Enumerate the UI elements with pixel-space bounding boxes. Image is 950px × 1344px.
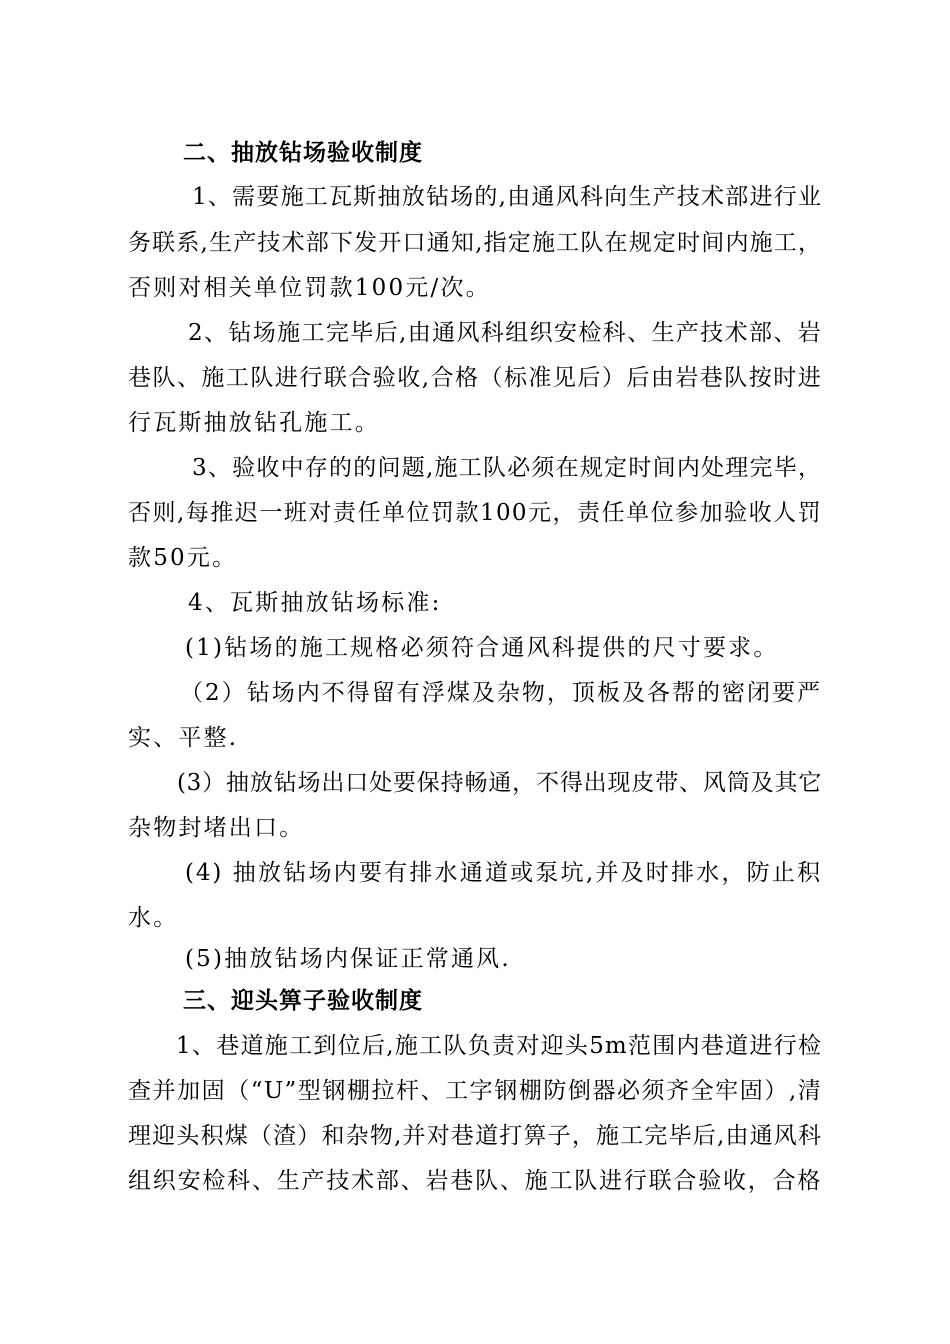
paragraph-line: 否则,每推迟一班对责任单位罚款100元，责任单位参加验收人罚 — [128, 500, 822, 526]
standard-item-2-cont: 实、平整. — [128, 725, 239, 751]
paragraph-line: 4、瓦斯抽放钻场标准: — [188, 590, 442, 616]
standard-item-3: (3）抽放钻场出口处要保持畅通，不得出现皮带、风筒及其它 — [177, 770, 822, 796]
section-3-title: 三、迎头箅子验收制度 — [183, 987, 423, 1014]
paragraph-line: 巷队、施工队进行联合验收,合格（标准见后）后由岩巷队按时进 — [128, 365, 822, 391]
paragraph-line: 务联系,生产技术部下发开口通知,指定施工队在规定时间内施工， — [128, 230, 822, 256]
standard-item-4: (4) 抽放钻场内要有排水通道或泵坑,并及时排水，防止积 — [185, 860, 822, 886]
paragraph-line: 否则对相关单位罚款100元/次。 — [128, 275, 491, 301]
paragraph-line: 1、需要施工瓦斯抽放钻场的,由通风科向生产技术部进行业 — [192, 184, 822, 210]
paragraph-line: 行瓦斯抽放钻孔施工。 — [128, 410, 380, 436]
standard-item-4-cont: 水。 — [128, 905, 179, 931]
standard-item-3-cont: 杂物封堵出口。 — [128, 815, 305, 841]
paragraph-line: 查并加固（“U”型钢棚拉杆、工字钢棚防倒器必须齐全牢固）,清 — [128, 1078, 822, 1104]
paragraph-line: 理迎头积煤（渣）和杂物,并对巷道打箅子，施工完毕后,由通风科 — [128, 1123, 822, 1149]
standard-item-5: (5)抽放钻场内保证正常通风. — [185, 946, 511, 972]
paragraph-line: 1、巷道施工到位后,施工队负责对迎头5m范围内巷道进行检 — [176, 1033, 822, 1059]
paragraph-line: 款50元。 — [128, 545, 238, 571]
paragraph-line: 组织安检科、生产技术部、岩巷队、施工队进行联合验收，合格 — [128, 1168, 822, 1194]
paragraph-line: 2、钻场施工完毕后,由通风科组织安检科、生产技术部、岩 — [188, 320, 822, 346]
standard-item-2: （2）钻场内不得留有浮煤及杂物，顶板及各帮的密闭要严 — [180, 680, 822, 706]
paragraph-line: 3、验收中存的的问题,施工队必须在规定时间内处理完毕， — [192, 455, 822, 481]
standard-item-1: (1)钻场的施工规格必须符合通风科提供的尺寸要求。 — [185, 635, 779, 661]
section-2-title: 二、抽放钻场验收制度 — [183, 139, 423, 166]
